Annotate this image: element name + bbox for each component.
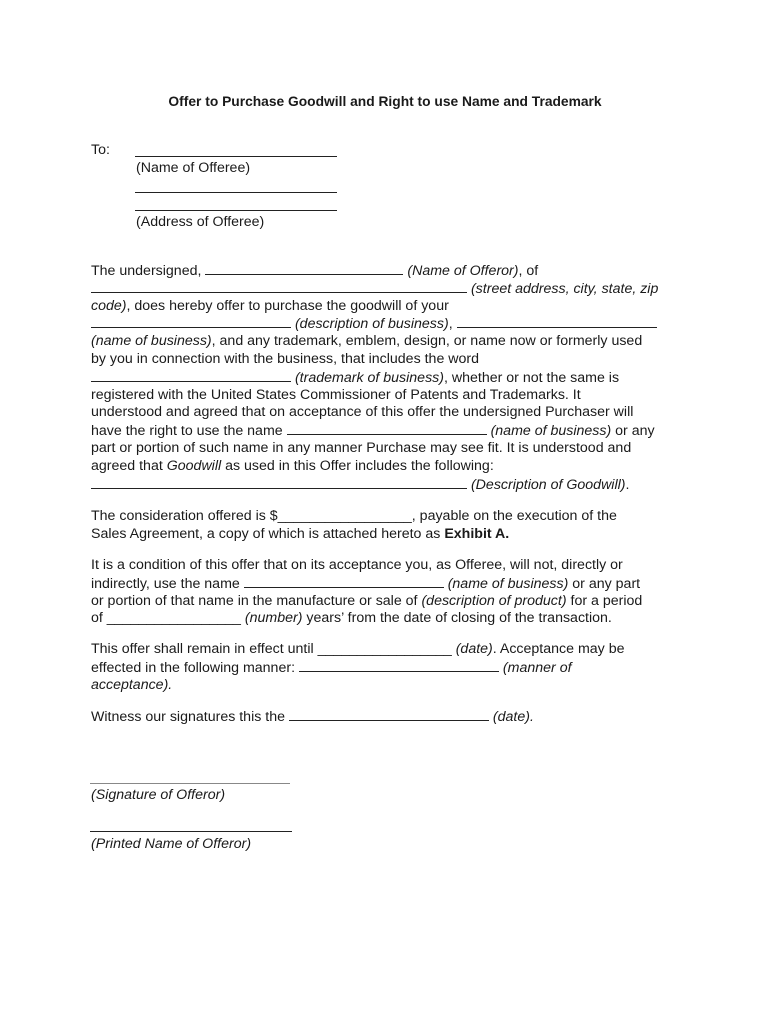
business-name-blank-3 bbox=[244, 575, 444, 588]
para1-line bbox=[91, 280, 691, 298]
text-span: , does hereby offer to purchase the goodwill of your bbox=[126, 297, 449, 314]
text-span: , whether or not the same is bbox=[443, 369, 620, 386]
para1-line bbox=[91, 369, 691, 387]
trademark-blank bbox=[91, 369, 291, 382]
text-span: as used in this Offer includes the following: bbox=[221, 457, 494, 474]
business-name-blank bbox=[457, 315, 657, 328]
para1-line bbox=[91, 458, 691, 476]
para5-line bbox=[91, 708, 691, 726]
para1-line bbox=[91, 298, 691, 316]
text-span: or any bbox=[611, 423, 655, 440]
text-span: , bbox=[448, 316, 453, 333]
para1-line bbox=[91, 422, 691, 440]
para3-line bbox=[91, 593, 691, 611]
exhibit-reference: Exhibit A. bbox=[444, 525, 510, 542]
signature-line bbox=[90, 783, 290, 784]
para1-line: part or portion of such name in any manner Purchase may see fit. It is understood and bbox=[91, 439, 632, 456]
witness-paragraph bbox=[91, 708, 691, 726]
amount-blank: _________________ bbox=[277, 508, 412, 524]
text-span: Sales Agreement, a copy of which is attached hereto as bbox=[91, 525, 445, 542]
para1-line bbox=[91, 262, 691, 280]
date-blank: _________________ bbox=[317, 641, 452, 657]
para1-line: registered with the United States Commissioner of Patents and Trademarks. It bbox=[91, 386, 581, 403]
para1-line bbox=[91, 333, 691, 351]
text-span: , of bbox=[518, 263, 539, 279]
para1-line bbox=[91, 476, 691, 494]
text-span: . bbox=[625, 476, 630, 493]
offer-paragraph bbox=[91, 262, 691, 493]
hint-text: (date) bbox=[455, 641, 493, 657]
para3-line: It is a condition of this offer that on its acceptance you, as Offeree, will not, directly or bbox=[91, 557, 623, 573]
offeree-name-line bbox=[135, 156, 337, 157]
text-span: indirectly, use the name bbox=[91, 575, 240, 592]
number-blank: _________________ bbox=[106, 610, 241, 627]
para1-line: by you in connection with the business, that includes the word bbox=[91, 350, 480, 367]
hint-text: (Signature of Offeror) bbox=[91, 787, 226, 803]
signature-caption bbox=[91, 787, 225, 803]
text-span: , and any trademark, emblem, design, or name now or formerly used bbox=[211, 333, 643, 350]
para3-line bbox=[91, 575, 691, 593]
hint-text: acceptance). bbox=[91, 676, 173, 693]
para1-line bbox=[91, 315, 691, 333]
text-span: The consideration offered is $ bbox=[91, 508, 278, 524]
hint-text: (description of product) bbox=[421, 592, 567, 609]
business-description-blank bbox=[91, 315, 291, 328]
para1-line: understood and agreed that on acceptance of this offer the undersigned Purchaser will bbox=[91, 404, 634, 421]
offeror-name-blank bbox=[205, 262, 403, 275]
para2-line bbox=[91, 508, 691, 526]
text-span: have the right to use the name bbox=[91, 423, 283, 440]
consideration-paragraph bbox=[91, 508, 691, 544]
printed-name-caption bbox=[91, 836, 251, 852]
hint-text: (name of business) bbox=[490, 423, 612, 440]
text-span: or any part bbox=[568, 575, 641, 592]
text-span: This offer shall remain in effect until bbox=[91, 641, 314, 657]
document-title: Offer to Purchase Goodwill and Right to use Name and Trademark bbox=[168, 94, 602, 109]
duration-paragraph bbox=[91, 641, 691, 694]
hint-text: (street address, city, state, zip bbox=[470, 280, 659, 297]
hint-text: Goodwill bbox=[166, 457, 222, 474]
acceptance-manner-blank bbox=[299, 659, 499, 672]
text-span: or portion of that name in the manufacture or sale of bbox=[91, 592, 422, 609]
hint-text: (Printed Name of Offeror) bbox=[91, 836, 252, 852]
witness-date-blank bbox=[289, 708, 489, 721]
hint-text: code) bbox=[91, 297, 127, 314]
text-span: , payable on the execution of the bbox=[411, 508, 617, 524]
hint-text: (Description of Goodwill) bbox=[470, 476, 626, 493]
condition-paragraph bbox=[91, 557, 691, 628]
para4-line bbox=[91, 659, 691, 677]
hint-text: (number) bbox=[244, 610, 303, 627]
para4-line bbox=[91, 677, 691, 695]
text-span: for a period bbox=[566, 592, 643, 609]
text-span: years’ from the date of closing of the transaction. bbox=[302, 610, 612, 627]
hint-text: (manner of bbox=[502, 659, 572, 676]
hint-text: (name of business) bbox=[447, 575, 569, 592]
text-span: of bbox=[91, 610, 103, 627]
offeree-address-caption: (Address of Offeree) bbox=[136, 214, 265, 230]
offeree-address-line-2 bbox=[135, 210, 337, 211]
text-span: . Acceptance may be bbox=[492, 641, 625, 657]
para4-line bbox=[91, 641, 691, 659]
hint-text: (description of business) bbox=[294, 316, 449, 333]
printed-name-line bbox=[90, 831, 292, 832]
to-label: To: bbox=[91, 142, 110, 158]
street-address-blank bbox=[91, 280, 467, 293]
hint-text: (trademark of business) bbox=[294, 369, 444, 386]
text-span: The undersigned, bbox=[91, 263, 202, 279]
business-name-blank-2 bbox=[287, 422, 487, 435]
offeree-name-caption: (Name of Offeree) bbox=[136, 160, 251, 176]
hint-text: (name of business) bbox=[91, 333, 212, 350]
goodwill-description-blank bbox=[91, 476, 467, 489]
text-span: effected in the following manner: bbox=[91, 659, 296, 676]
para3-line bbox=[91, 610, 691, 628]
para2-line bbox=[91, 526, 691, 544]
text-span: agreed that bbox=[91, 457, 167, 474]
hint-text: (Name of Offeror) bbox=[407, 263, 519, 279]
hint-text: (date). bbox=[492, 709, 534, 725]
offeree-address-line-1 bbox=[135, 192, 337, 193]
text-span: Witness our signatures this the bbox=[91, 709, 285, 725]
